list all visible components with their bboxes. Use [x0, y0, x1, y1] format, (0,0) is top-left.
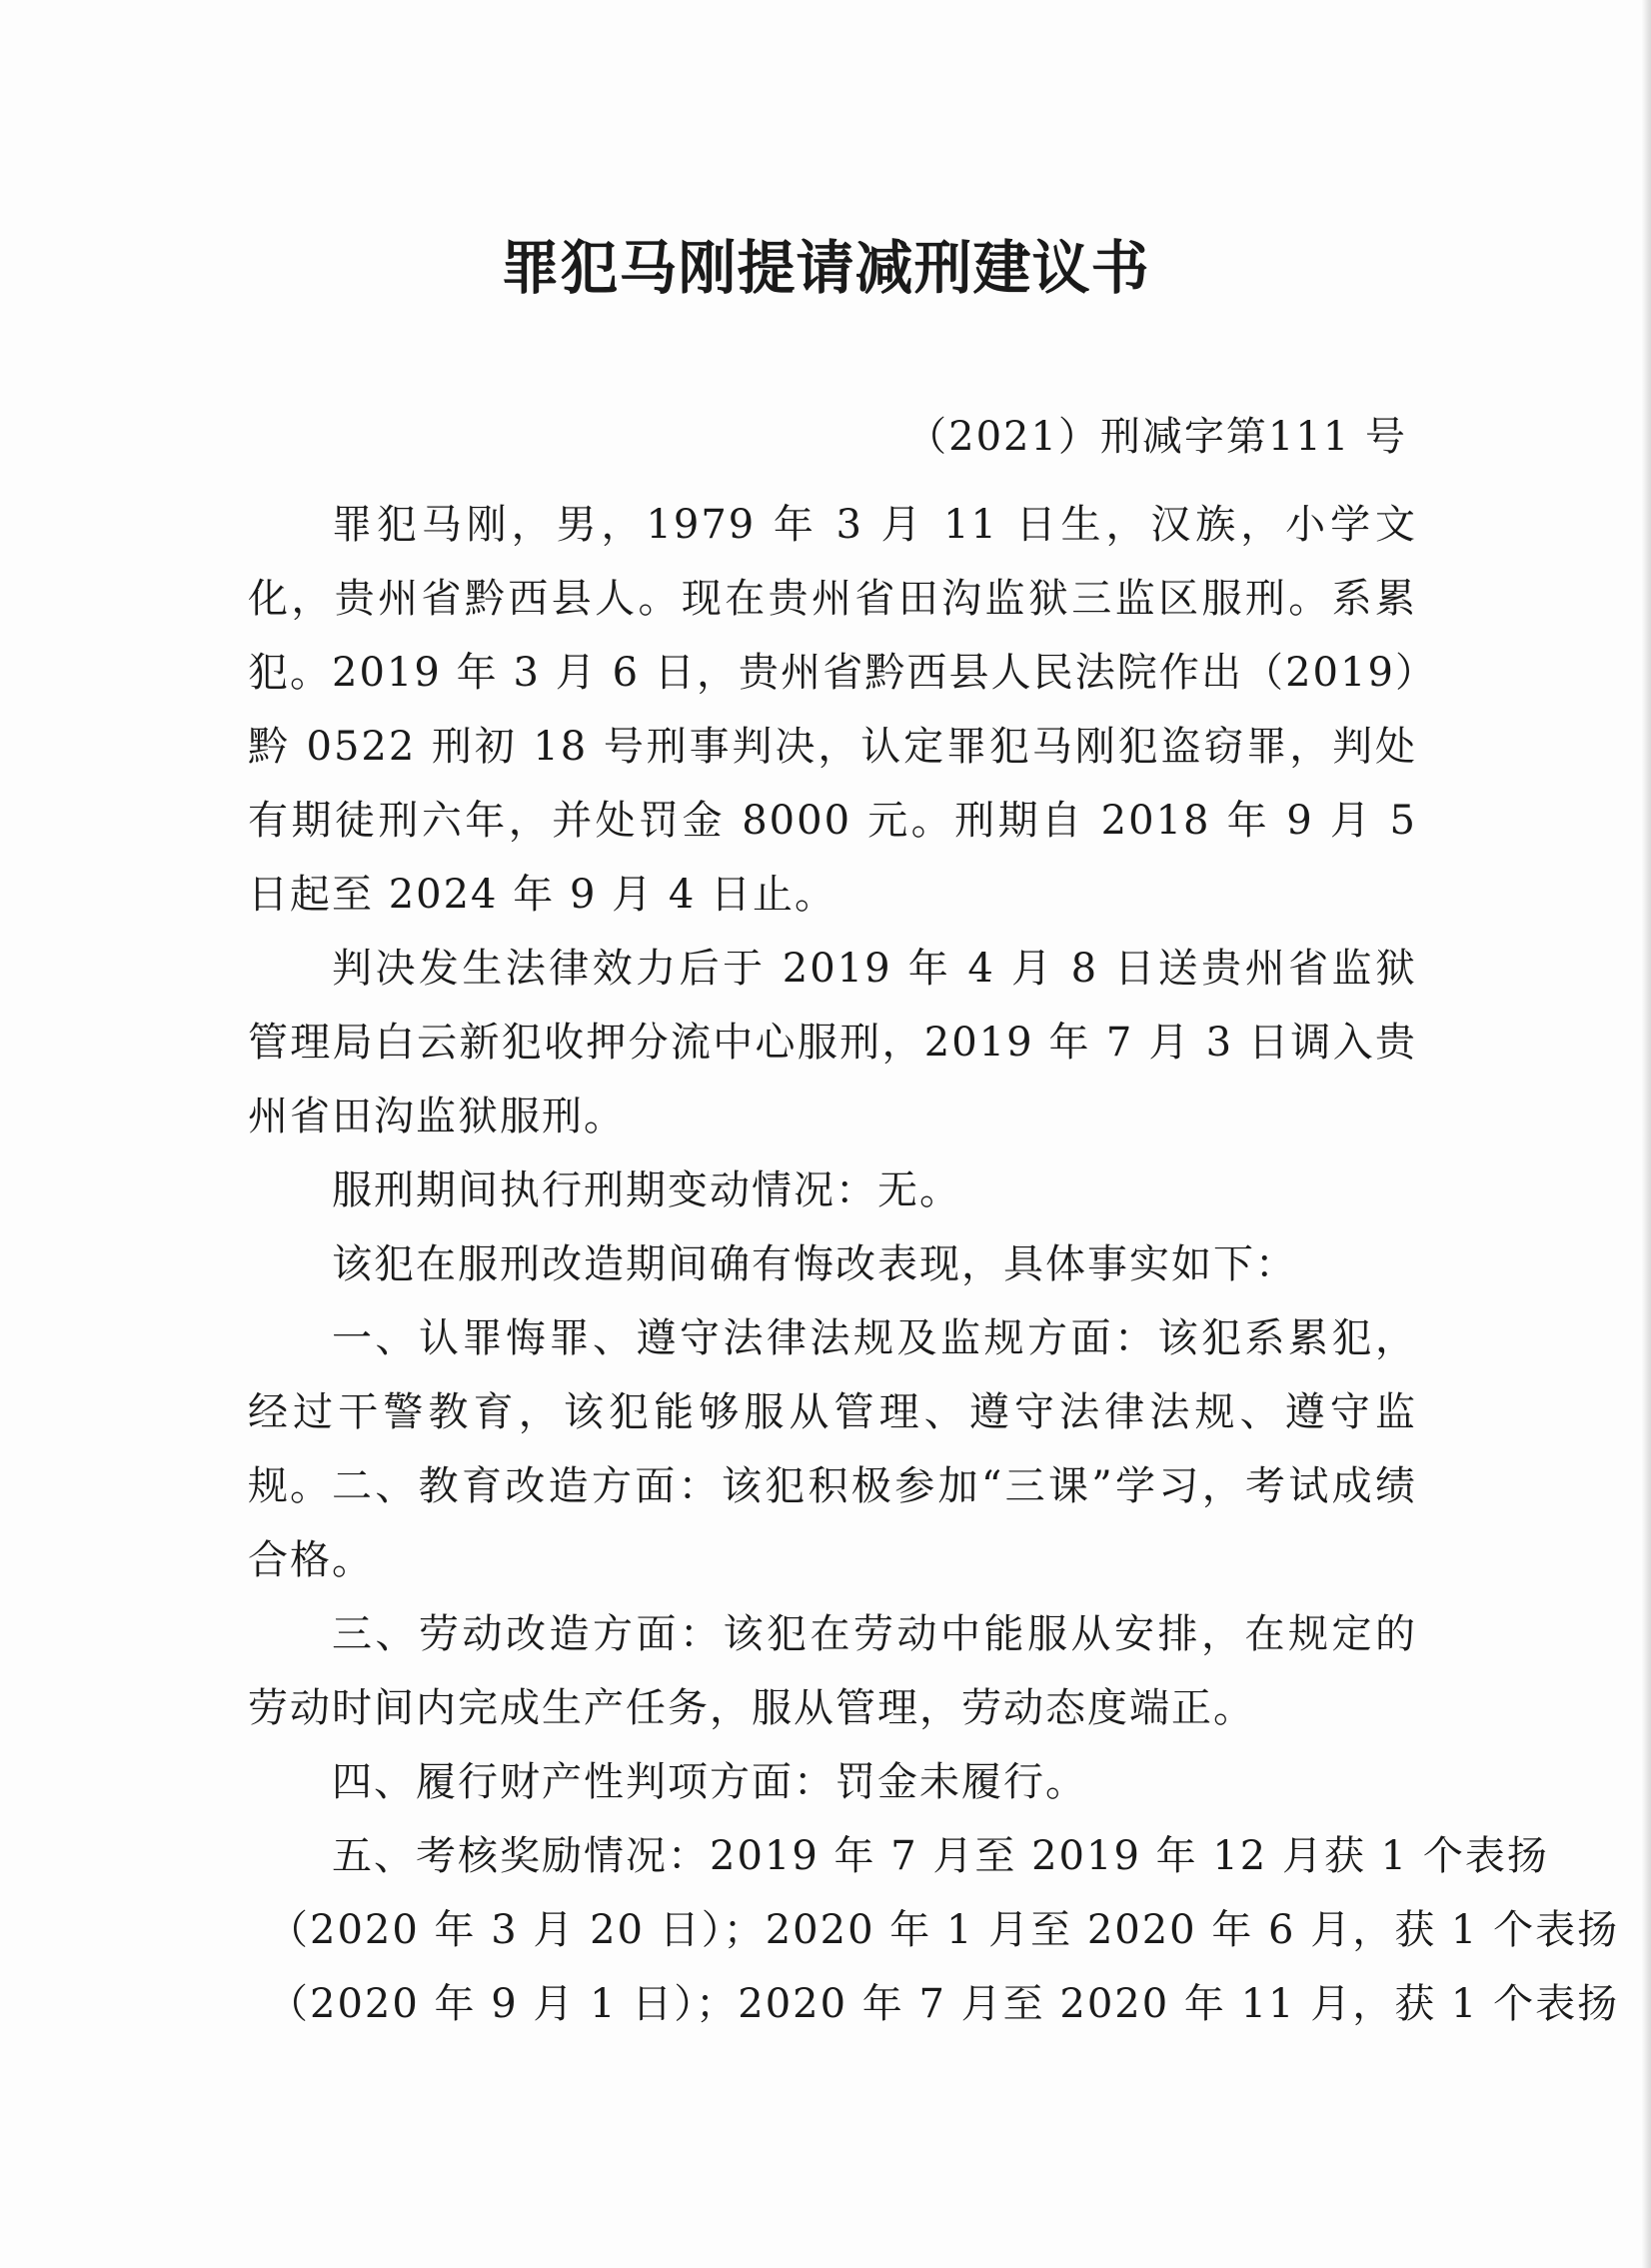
paragraph-law-compliance: 一、认罪悔罪、遵守法律法规及监规方面：该犯系累犯，经过干警教育，该犯能够服从管理、遵守法律法规、遵守监规。 [248, 1315, 1417, 1509]
paragraph-education: 二、教育改造方面：该犯积极参加“三课”学习，考试成绩合格。 [248, 1463, 1417, 1583]
paragraph-judgment: 2019 年 3 月 6 日，贵州省黔西县人民法院作出（2019）黔 0522 刑初 18 号刑事判决，认定罪犯马刚犯盗窃罪，判处有期徒刑六年，并处罚金 8000 元。刑期自 2018 年 9 月 5 日起至 2024 年 9 月 4 日止。 [248, 650, 1417, 918]
paragraph-basic-info: 罪犯马刚，男，1979 年 3 月 11 日生，汉族，小学文化，贵州省黔西县人。现在贵州省田沟监狱三监区服刑。系累犯。 [248, 502, 1417, 696]
paragraph-labor: 三、劳动改造方面：该犯在劳动中能服从安排，在规定的劳动时间内完成生产任务，服从管理，劳动态度端正。 [248, 1611, 1417, 1731]
reward-line-3: （2020 年 9 月 1 日）；2020 年 7 月至 2020 年 11 月，获 1 个表扬 [268, 1981, 1620, 2027]
reward-line-2: （2020 年 3 月 20 日）；2020 年 1 月至 2020 年 6 月，获 1 个表扬 [268, 1907, 1620, 1953]
page-edge-shadow [1641, 0, 1651, 2268]
paragraph-property: 四、履行财产性判项方面：罚金未履行。 [332, 1759, 1087, 1805]
document-title: 罪犯马刚提请减刑建议书 [501, 234, 1150, 302]
paragraph-facts-intro: 该犯在服刑改造期间确有悔改表现，具体事实如下： [332, 1241, 1297, 1287]
reward-line-1: 五、考核奖励情况：2019 年 7 月至 2019 年 12 月获 1 个表扬 [332, 1833, 1549, 1879]
paragraph-sentence-change: 服刑期间执行刑期变动情况：无。 [332, 1167, 961, 1213]
paragraph-transfer: 判决发生法律效力后于 2019 年 4 月 8 日送贵州省监狱管理局白云新犯收押分流中心服刑，2019 年 7 月 3 日调入贵州省田沟监狱服刑。 [248, 946, 1417, 1139]
document-number: （2021）刑减字第111 号 [906, 414, 1407, 460]
